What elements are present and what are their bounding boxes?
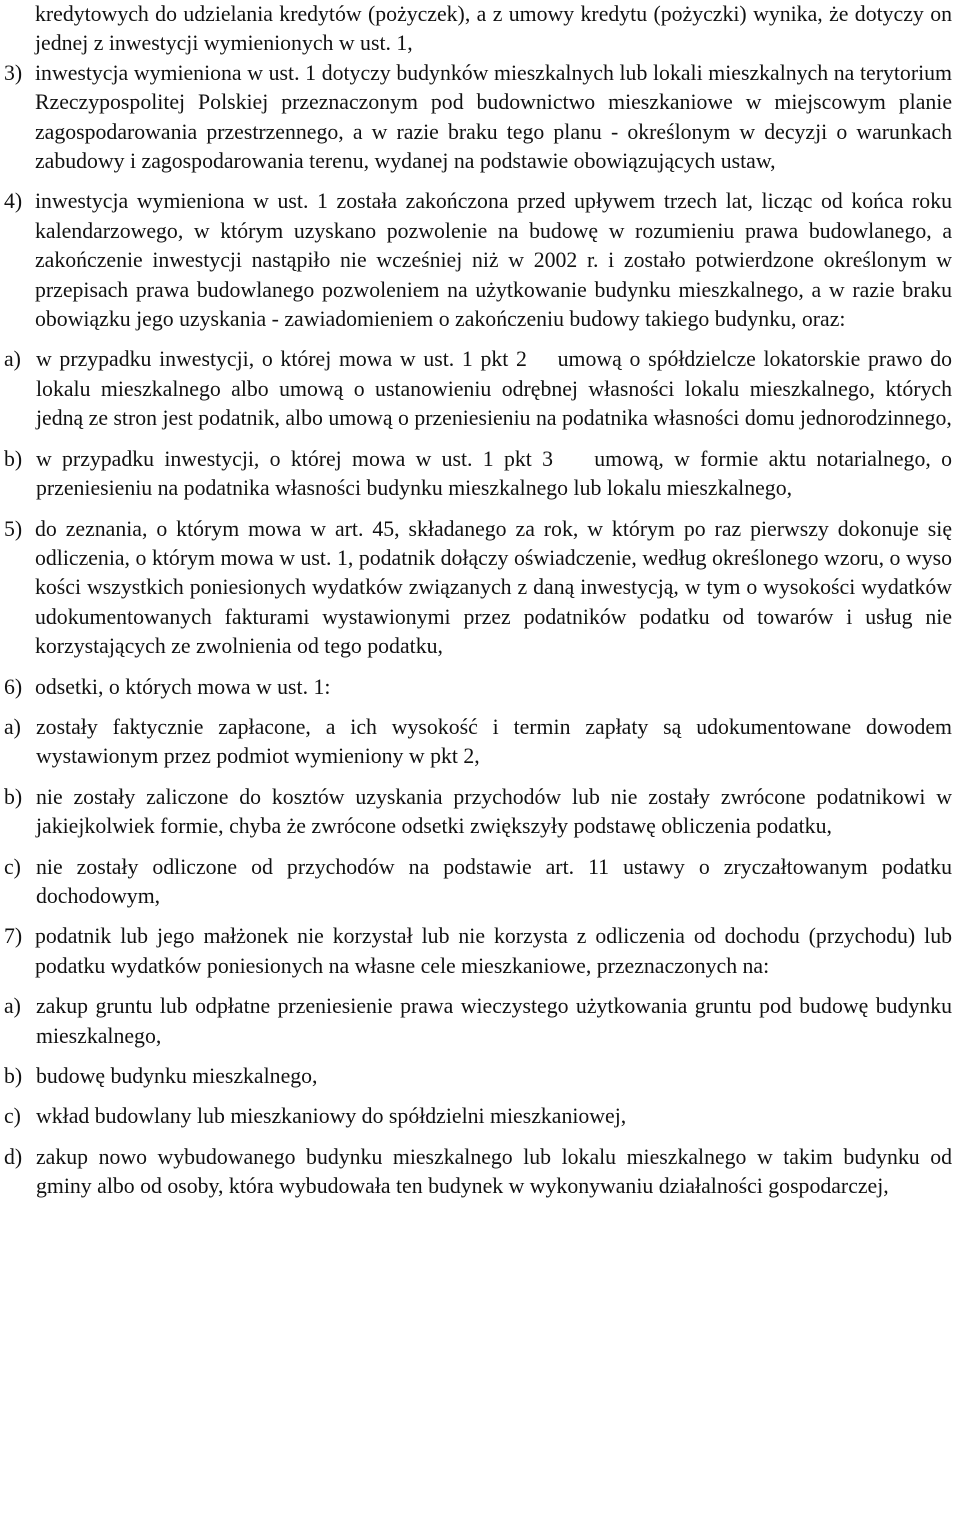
subitem-letter: a) [4,714,21,739]
item-number: 5) [4,516,23,541]
subitem-text: w przypadku inwestycji, o której mowa w ust. 1 pkt 2 umową o spółdzielcze lokatorskie prawo do lokalu mieszkalnego albo umową o ustanowieniu odrębnej własności lokalu mieszkalnego, których jedną ze stron jest podatnik, albo umową o przeniesieniu na podatnika własności domu jednorodzinnego, [36,347,958,431]
list-subitem-4b [4,445,958,504]
item-text: do zeznania, o którym mowa w art. 45, składanego za rok, w którym po raz pierwszy dokonuje się odliczenia, o którym mowa w ust. 1, podatnik dołączy oświadczenie, według określonego wzoru, o wyso kości wszystkich poniesionych wydatków związanych z daną inwestycją, w tym o wysokości wydatków udokumentowanych fakturami wystawionymi przez podatników podatku od towarów i usług nie korzystających ze zwolnienia od tego podatku, [35,516,952,659]
subitem-text: budowę budynku mieszkalnego, [36,1064,318,1088]
subitem-text: nie zostały zaliczone do kosztów uzyskania przychodów lub nie zostały zwrócone podatnikowi w jakiejkolwiek formie, chyba że zwrócone odsetki zwiększyły podstawę obliczenia podatku, [36,784,952,839]
list-subitem-4a [4,345,958,433]
subitem-text: zakup gruntu lub odpłatne przeniesienie prawa wieczystego użytkowania gruntu pod budowę budynku mieszkalnego, [36,994,952,1048]
list-subitem-7a [4,992,952,1051]
item-text: podatnik lub jego małżonek nie korzystał lub nie korzysta z odliczenia od dochodu (przychodu) lub podatku wydatków poniesionych na własne cele mieszkaniowe, przeznaczonych na: [35,924,952,978]
item-number: 7) [4,924,23,949]
item-text: inwestycja wymieniona w ust. 1 została zakończona przed upływem trzech lat, licząc od końca roku kalendarzowego, w którym uzyskano pozwolenie na budowę w rozumieniu prawa budowlanego, a zakończenie inwestycji nastąpiło nie wcześniej niż w 2002 r. i zostało potwierdzone określonym w przepisach prawa budowlanego pozwoleniem na użytkowanie budynku mieszkalnego, a w razie braku obowiązku jego uzyskania - zawiadomieniem o zakończeniu budowy takiego budynku, oraz: [35,189,952,332]
list-subitem-6b [4,783,952,842]
subitem-text: wkład budowlany lub mieszkaniowy do spółdzielni mieszkaniowej, [36,1104,627,1129]
subitem-letter: b) [4,784,23,809]
subitem-text: zostały faktycznie zapłacone, a ich wysokość i termin zapłaty są udokumentowane dowodem wystawionym przez podmiot wymieniony w pkt 2, [36,714,952,769]
list-item-6 [4,673,952,702]
subitem-letter: a) [4,347,21,372]
item-number: 4) [4,189,23,214]
subitem-letter: a) [4,994,21,1019]
subitem-text: zakup nowo wybudowanego budynku mieszkalnego lub lokalu mieszkalnego w takim budynku od gminy albo od osoby, która wybudowała ten budynek w wykonywaniu działalności gospodarczej, [36,1144,952,1199]
subitem-letter: c) [4,854,21,879]
item-text: inwestycja wymieniona w ust. 1 dotyczy budynków mieszkalnych lub lokali mieszkalnych na terytorium Rzeczypospolitej Polskiej przeznaczonym pod budownictwo mieszkaniowe w miejscowym planie zagospodarowania przestrzennego, a w razie braku tego planu - określonym w decyzji o warunkach zabudowy i zagospodarowania terenu, wydanej na podstawie obowiązujących ustaw, [35,60,952,174]
list-item-3 [4,59,952,177]
subitem-letter: d) [4,1144,23,1169]
subitem-letter: c) [4,1104,21,1129]
list-subitem-7b [4,1062,952,1091]
item-number: 3) [4,60,23,85]
list-subitem-6c [4,853,952,912]
subitem-letter: b) [4,1064,23,1088]
item-number: 6) [4,674,23,699]
list-item-4 [4,187,952,334]
list-item-7 [4,922,952,981]
subitem-text: nie zostały odliczone od przychodów na podstawie art. 11 ustawy o zryczałtowanym podatku dochodowym, [36,854,952,908]
list-subitem-7d [4,1143,952,1202]
subitem-text: w przypadku inwestycji, o której mowa w ust. 1 pkt 3 umową, w formie aktu notarialnego, o przeniesieniu na podatnika własności budynku mieszkalnego lub lokalu mieszkalnego, [36,446,958,501]
list-subitem-7c [4,1102,952,1131]
list-subitem-6a [4,713,952,772]
list-item-5 [4,515,952,662]
intro-paragraph: kredytowych do udzielania kredytów (pożyczek), a z umowy kredytu (pożyczki) wynika, że dotyczy on jednej z inwestycji wymienionych w ust. 1, [35,2,952,56]
subitem-letter: b) [4,446,23,471]
item-text: odsetki, o których mowa w ust. 1: [35,674,331,699]
